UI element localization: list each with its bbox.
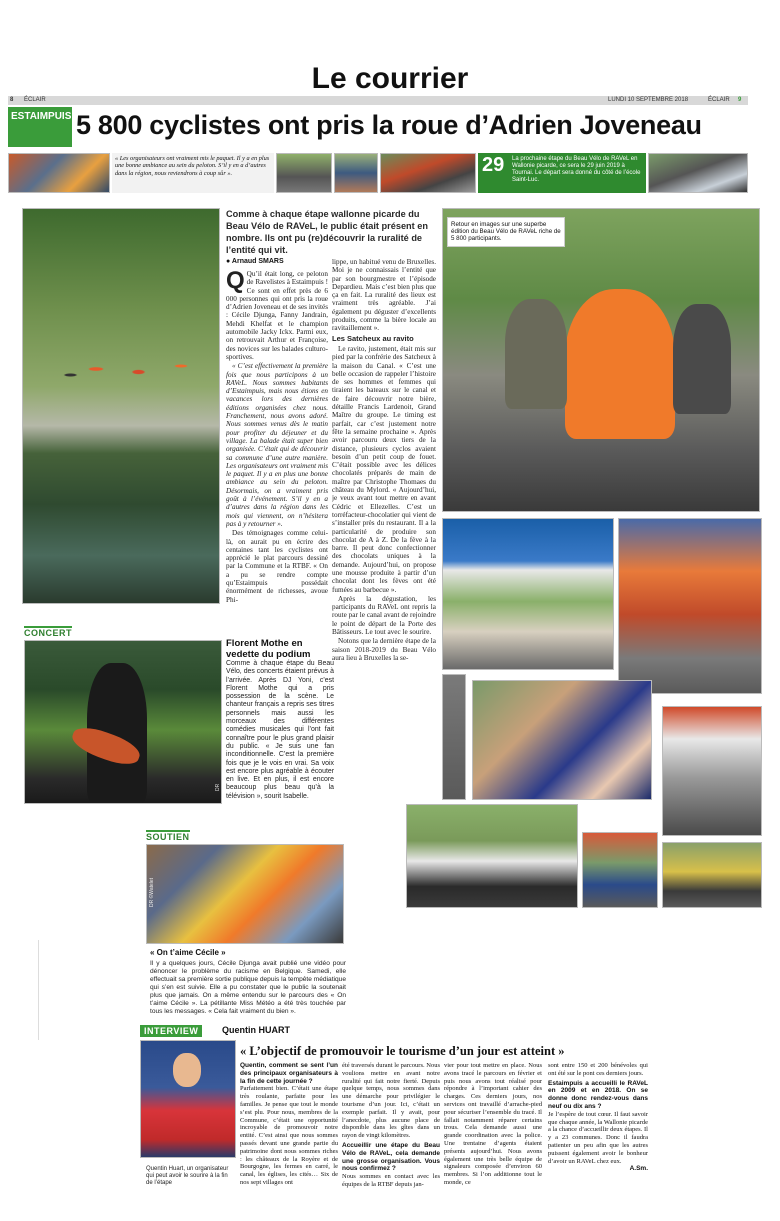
- concert-photo-credit: DR: [215, 783, 221, 791]
- soutien-photo: [146, 844, 344, 944]
- interview-col-4: [548, 1062, 648, 1173]
- caption-box: [447, 217, 565, 247]
- cyclists-group: [45, 339, 215, 399]
- date-box: [478, 153, 646, 193]
- soutien-text: Il y a quelques jours, Cécile Djunga avait publié une vidéo pour dénoncer le problème du racisme en Belgique. Samedi, elle effectuait sa première sortie publique depuis la tempête médiatique qui s’en est suivie. Elle a pu constater que le public la soutenait plus que jamais. On a même entendu sur le parcours des « On t’aime Cécile ». La pétillante Miss Météo a été très touchée par tous les messages. « Cela fait vraiment du bien ».: [150, 960, 346, 1015]
- interview-tag: INTERVIEW: [140, 1025, 202, 1037]
- canal-photo: [22, 208, 220, 604]
- article-paragraph: Des témoignages comme celui-là, on aurait pu en écrire des centaines tant les cyclistes ont apprécié le plat parcours dessiné par la Commune et la RTBF. « On a pu se rendre compte qu’Estaimpuis possédait énormément de richesses, avoue Phi-: [226, 529, 328, 604]
- interview-tag-bar: [140, 1025, 652, 1036]
- strip-photo-crowd: [8, 153, 110, 193]
- headline: 5 800 cyclistes ont pris la roue d’Adrien Joveneau: [76, 110, 702, 140]
- interview-question-3: Estaimpuis a accueilli le RAVeL en 2009 et en 2018. On se donne donc rendez-vous dans neuf ou dix ans ?: [548, 1079, 648, 1110]
- intro-text: Comme à chaque étape wallonne picarde du Beau Vélo de RAVeL, le public était présent en nombre. Ils ont pu (re)découvrir la ruralité de l’entité qui vit.: [226, 209, 429, 255]
- paragraph-text: Qu’il était long, ce peloton de Ravelistes à Estaimpuis ! Ce sont en effet près de 6 000 personnes qui ont pris la roue d’Adrien Joveneau et de ses invités : Cécile Djunga, Fanny Jandrain, Mehdi Khelfat et le champion automobile Jacky Ickx. Parmi eux, on retrouvait Arthur et Françoise, des novices sur les balades culturo-sportives.: [226, 270, 328, 361]
- page-section: ÉCLAIR: [24, 97, 46, 103]
- article-col-1: [226, 270, 328, 610]
- article-paragraph: Notons que la dernière étape de la saison 2018-2019 du Beau Vélo aura lieu à Bruxelles la se-: [332, 637, 436, 662]
- cyclists-main-photo: [442, 208, 760, 512]
- article-subhead: Les Satcheux au ravito: [332, 333, 414, 343]
- moto-photo: [662, 842, 762, 908]
- article-paragraph: Le ravito, justement, était mis sur pied par la confrérie des Satcheux à la maison du Canal. « C’est une belle occasion de rappeler l’histoire de ses hommes et femmes qui tiraient les bateaux sur le canal et de faire découvrir notre bière, détaille Francis Lardenoit, Grand Maître du groupe. Le timing est parfait, car c’est justement notre fête la semaine prochaine ». Après avoir parcouru deux tiers de la distance, plusieurs cyclos avaient besoin d’un petit coup de fouet. C’était possible avec les délices chocolatés préparés de main de maître par Christophe Thomaes du château du Mylord. « Aujourd’hui, je veux avant tout mettre en avant Cédric et Ellezelles. C’est un torréfacteur-chocolatier qui vient de s’installer près du restaurant. Il a la particularité de produire son chocolat de A à Z. De la fève à la barre. Il peut donc confectionner des chocolats uniques à la demande. Aujourd’hui, on propose une mousse produite à partir d’un chocolat dont les fèves ont été fumées au barbecue ».: [332, 344, 436, 594]
- masthead: Le courrier: [311, 62, 469, 95]
- article-col-2: [332, 258, 436, 698]
- soutien-photo-credit: DR ©Watelet: [149, 877, 155, 907]
- soutien-frame: [38, 812, 40, 813]
- interview-answer-2c: sont entre 150 et 200 bénévoles qui ont été sur le pont ces derniers jours.: [548, 1062, 648, 1077]
- concert-tag: CONCERT: [24, 628, 72, 638]
- interview-answer-2b: vier pour tout mettre en place. Nous avons tracé le parcours en février et puis nous avons tout réalisé pour répondre à l’important cahier des charges. Ces derniers jours, nos services ont travaillé d’arrache-pied pour sécuriser l’ensemble du tracé. Il fallait notamment réparer certains trous. Cela demande aussi une grande coordination avec la police. Une trentaine d’agents étaient présents aujourd’hui. Nous avons également une très belle équipe de signaleurs composée d’environ 60 membres. Si l’on additionne tout le monde, ce: [444, 1062, 542, 1186]
- interview-photo: [140, 1040, 236, 1158]
- podium-photo: [442, 518, 614, 670]
- strip-photo-family: [648, 153, 748, 193]
- page-date: LUNDI 10 SEPTEMBRE 2018: [608, 97, 689, 103]
- vivacite-photo: [662, 706, 762, 836]
- article-paragraph: « C’est effectivement la première fois que nous participons à un RAVeL. Nous sommes habitants d’Estaimpuis, mais nous étions en vacances lors des dernières éditions organisées chez nous. Franchement, nous avons adoré. Nous sommes venus dès le matin pour profiter du déjeuner et du village. La balade était super bien organisée. C’était qui de découvrir sa commune d’une autre manière. Les organisateurs ont vraiment mis le paquet. Il y a en plus une bonne ambiance au sein du peloton. Désormais, on a vraiment pris goût à l’événement. S’il y en a d’autres dans la région dans les mois qui viennent, on n’hésitera pas à y retourner ».: [226, 362, 328, 528]
- date-box-text: La prochaine étape du Beau Vélo de RAVeL en Wallonie picarde, ce sera le 29 juin 2019 à Tournai. Le départ sera donné du côté de l’école Saint-Luc.: [512, 156, 641, 183]
- soutien-title: « On t’aime Cécile »: [150, 948, 226, 957]
- caption-text: Retour en images sur une superbe édition du Beau Vélo de RAVeL riche de 5 800 participants.: [451, 221, 561, 243]
- interview-answer-1: Parfaitement bien. C’était une étape très roulante, parfaite pour les familles. Je pense que tout le monde s’est plu. Pour nous, membres de la Commune, c’était une opportunité incroyable de promouvoir notre entité. C’est ainsi que nous sommes passés devant une grande partie du patrimoine dont nous sommes riches : les châteaux de la Royère et de Bourgogne, les fermes en carré, le canal, les églises, les cités… Six de nos sept villages ont: [240, 1085, 338, 1186]
- page-bar: [8, 96, 748, 105]
- rider-right: [673, 304, 731, 414]
- page-edition: ÉCLAIR: [708, 97, 730, 103]
- article-paragraph: lippe, un habitué venu de Bruxelles. Moi je ne connaissais l’entité que par son bourgmestre et l’épisode Depardieu. Mais c’est bien plus que ça en fait. La ruralité des lieux est vraiment très agréable. J’ai également pu déguster d’excellents produits, comme la bière locale au ravitaillement ».: [332, 258, 436, 333]
- interview-answer-3: Je l’espère de tout cœur. Il faut savoir que chaque année, la Wallonie picarde a la chance d’accueillir deux étapes. Il y a 23 communes. Donc il faudra patienter un peu afin que les autres puissent également avoir le bonheur d’avoir un RAVeL chez eux.: [548, 1110, 648, 1165]
- bike-photo: [582, 832, 658, 908]
- quote-strip: « Les organisateurs ont vraiment mis le paquet. Il y a en plus une bonne ambiance au sein du peloton. S’il y en a d’autres dans la région, nous reviendrons à coup sûr ».: [112, 153, 274, 193]
- interview-photo-caption: Quentin Huart, un organisateur qui peut avoir le sourire à la fin de l’étape: [146, 1166, 236, 1187]
- concert-title: Florent Mothe en vedette du podium: [226, 638, 311, 660]
- date-box-number: 29: [482, 154, 505, 176]
- soutien-border-line: [38, 940, 39, 1040]
- page-number: 8: [10, 97, 14, 103]
- strip-photo-riders: [380, 153, 476, 193]
- interview-headline: « L’objectif de promouvoir le tourisme d’un jour est atteint »: [240, 1044, 565, 1058]
- strip-photo-people: [334, 153, 378, 193]
- strip-photo-cyclist: [276, 153, 332, 193]
- road-photo: [442, 674, 466, 800]
- byline-name: Arnaud SMARS: [231, 258, 284, 265]
- article-paragraph: Après la dégustation, les participants du RAVeL ont repris la route par le canal avant de rejoindre le point de départ de la Porte des Bâtisseurs. Le tout avec le sourire.: [332, 594, 436, 637]
- interview-col-3: [444, 1062, 542, 1187]
- section-tag: ESTAIMPUIS: [8, 107, 72, 147]
- interview-col-1: [240, 1062, 338, 1187]
- rider-orange: [565, 289, 675, 439]
- right-page-number: 9: [738, 97, 742, 103]
- drop-cap: Q: [226, 270, 245, 294]
- chocolate-photo: [472, 680, 652, 800]
- officials-photo: [406, 804, 578, 908]
- interview-col-2: [342, 1062, 440, 1189]
- cyclists-kids-photo: [618, 518, 762, 694]
- interview-question-1: Quentin, comment se sent l’un des principaux organisateurs à la fin de cette journée ?: [240, 1062, 338, 1085]
- concert-photo: [24, 640, 222, 804]
- interview-name: Quentin HUART: [222, 1025, 290, 1035]
- interview-question-2: Accueillir une étape du Beau Vélo de RAVeL, cela demande une grosse organisation. Vous nous confirmez ?: [342, 1141, 440, 1173]
- interview-signature: A.Sm.: [629, 1165, 648, 1173]
- byline: ● Arnaud SMARS: [226, 258, 284, 265]
- interview-answer-2: Nous sommes en contact avec les équipes de la RTBF depuis jan-: [342, 1173, 440, 1188]
- concert-text: Comme à chaque étape du Beau Vélo, des concerts étaient prévus à l’arrivée. Après DJ Yoni, c’est Florent Mothe qui a pris possession de la scène. Le chanteur français a repris ses titres personnels mais aussi les morceaux des différentes comédies musicales qui l’ont fait connaître pour le plus grand plaisir du public. « Je suis une fan inconditionnelle. C’est la première fois que je le vois en vrai. Sa voix est encore plus agréable à écouter en live. Et en plus, il est encore beaucoup plus beau qu’à la télévision », sourit Isabelle.: [226, 660, 334, 800]
- interview-person-head: [173, 1053, 201, 1087]
- rider-left: [505, 299, 567, 409]
- article-paragraph: [226, 270, 328, 361]
- interview-answer-1b: été traversés durant le parcours. Nous voulions mettre en avant notre ruralité qui fait notre fierté. Depuis quelque temps, nous sommes dans une démarche pour privilégier le tourisme d’un jour. Ici, c’était un exemple parfait. Il y avait, pour l’anecdote, plus aucune place de disponible dans les gîtes dans un rayon de vingt kilomètres.: [342, 1062, 440, 1140]
- soutien-tag: SOUTIEN: [146, 832, 190, 842]
